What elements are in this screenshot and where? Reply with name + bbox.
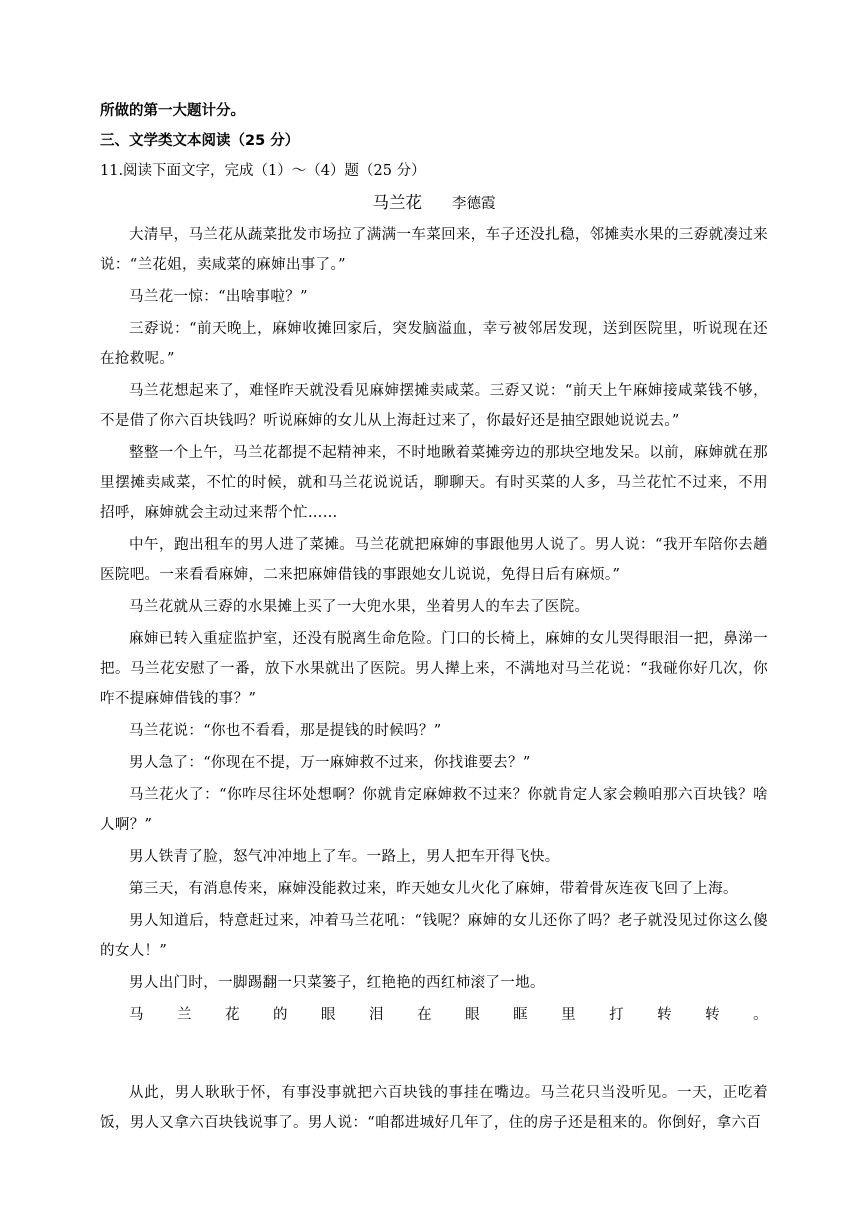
paragraph: 从此，男人耿耿于怀，有事没事就把六百块钱的事挂在嘴边。马兰花只当没听见。一天，正吃着饭，男人又拿六百块钱说事了。男人说：“咱都进城好几年了，住的房子还是租来的。你倒好，拿六百 (100, 1085, 768, 1131)
paragraph: 男人急了：“你现在不提，万一麻婶救不过来，你找谁要去？” (129, 755, 531, 771)
section-heading: 三、文学类文本阅读（25 分） (100, 133, 300, 149)
paragraph: 马兰花一惊：“出啥事啦？” (129, 289, 308, 305)
question-instruction: 11.阅读下面文字，完成（1）～（4）题（25 分） (100, 163, 426, 179)
paragraph: 男人知道后，特意赶过来，冲着马兰花吼：“钱呢？麻婶的女儿还你了吗？老子就没见过你这么傻的女人！” (100, 913, 768, 959)
paragraph: 男人铁青了脸，怒气冲冲地上了车。一路上，男人把车开得飞快。 (129, 849, 560, 865)
paragraph: 麻婶已转入重症监护室，还没有脱离生命危险。门口的长椅上，麻婶的女儿哭得眼泪一把，鼻涕一把。马兰花安慰了一番，放下水果就出了医院。男人撵上来，不满地对马兰花说：“我碰你好几次，你咋不提麻婶借钱的事？” (100, 631, 768, 707)
paragraph: 大清早，马兰花从蔬菜批发市场拉了满满一车菜回来，车子还没扎稳，邻摊卖水果的三孬就凑过来说：“兰花姐，卖咸菜的麻婶出事了。” (100, 227, 768, 273)
paragraph-gap (100, 1030, 768, 1076)
paragraph: 马兰花想起来了，难怪昨天就没看见麻婶摆摊卖咸菜。三孬又说：“前天上午麻婶接咸菜钱不够，不是借了你六百块钱吗？听说麻婶的女儿从上海赶过来了，你最好还是抽空跟她说说去。” (100, 383, 768, 429)
document-page (100, 96, 768, 1138)
paragraph: 三孬说：“前天晚上，麻婶收摊回家后，突发脑溢血，幸亏被邻居发现，送到医院里，听说现在还在抢救呢。” (100, 321, 768, 367)
paragraph: 马兰花火了：“你咋尽往坏处想啊？你就肯定麻婶救不过来？你就肯定人家会赖咱那六百块钱？啥人啊？” (100, 787, 768, 833)
paragraph: 男人出门时，一脚踢翻一只菜篓子，红艳艳的西红柿滚了一地。 (129, 975, 545, 991)
paragraph: 马兰花的眼泪在眼眶里打转转。 (129, 1007, 768, 1023)
continuation-note: 所做的第一大题计分。 (100, 103, 245, 119)
paragraph: 第三天，有消息传来，麻婶没能救过来，昨天她女儿火化了麻婶，带着骨灰连夜飞回了上海。 (129, 881, 738, 897)
paragraph: 中午，跑出租车的男人进了菜摊。马兰花就把麻婶的事跟他男人说了。男人说：“我开车陪你去趟医院吧。一来看看麻婶，二来把麻婶借钱的事跟她女儿说说，免得日后有麻烦。” (100, 537, 768, 583)
paragraph: 整整一个上午，马兰花都提不起精神来，不时地瞅着菜摊旁边的那块空地发呆。以前，麻婶就在那里摆摊卖咸菜，不忙的时候，就和马兰花说说话，聊聊天。有时买菜的人多，马兰花忙不过来，不用招呼，麻婶就会主动过来帮个忙…… (100, 445, 768, 521)
paragraph: 马兰花就从三孬的水果摊上买了一大兜水果，坐着男人的车去了医院。 (129, 599, 590, 615)
paragraph: 马兰花说：“你也不看看，那是提钱的时候吗？” (129, 723, 442, 739)
story-title: 马兰花 (372, 193, 422, 212)
story-title-row (100, 188, 768, 218)
story-author: 李德霞 (452, 196, 496, 212)
